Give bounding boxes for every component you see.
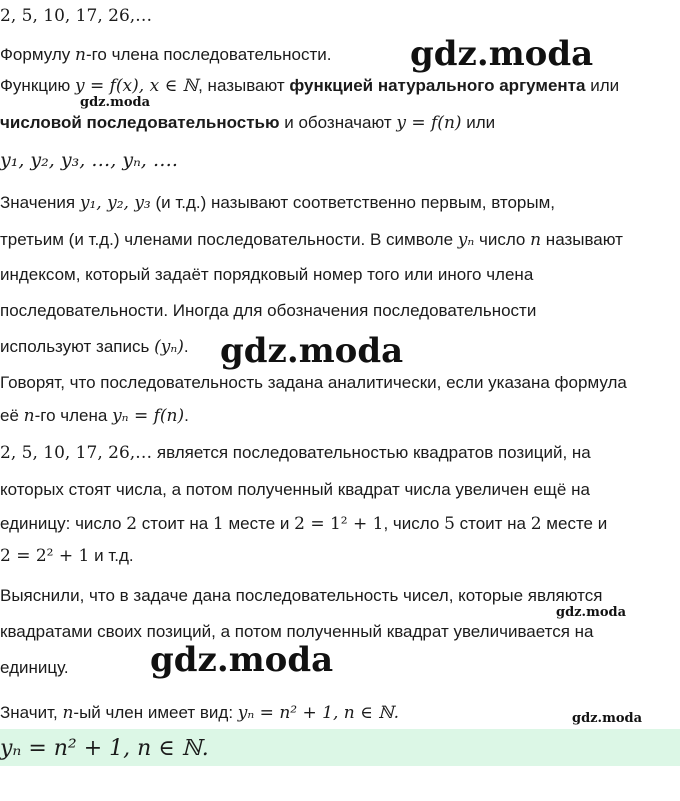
result-line xyxy=(0,703,399,723)
math-terms: y₁, y₂, y₃ xyxy=(79,193,151,213)
watermark-logo: gdz.moda xyxy=(572,711,643,726)
text: -ый член имеет вид: xyxy=(73,703,238,722)
text: (и т.д.) называют соответственно первым, вторым, xyxy=(150,193,556,212)
watermark-logo: gdz.moda xyxy=(80,95,151,110)
text: или xyxy=(461,113,496,132)
sequence-notation-line: y₁, y₂, y₃, …, yₙ, …. xyxy=(0,149,178,171)
text: стоит на xyxy=(454,514,531,533)
solution-line-1 xyxy=(0,443,591,463)
math-equation: 2 = 2² + 1 xyxy=(0,546,90,566)
watermark-logo: gdz.moda xyxy=(556,605,627,620)
math-formula: yₙ = f(n) xyxy=(112,406,185,426)
text: единицу: число xyxy=(0,514,127,533)
watermark-logo: gdz.moda xyxy=(150,640,334,680)
text: Значит, xyxy=(0,703,63,722)
bold-term: функцией натурального аргумента xyxy=(289,76,586,95)
math-n: n xyxy=(23,406,35,426)
watermark-logo: gdz.moda xyxy=(220,331,404,371)
watermark-logo: gdz.moda xyxy=(410,34,594,74)
text: или xyxy=(585,76,620,95)
math-number: 2 xyxy=(126,514,138,534)
math-function: y = f(x), x ∈ ℕ xyxy=(74,76,199,96)
analytic-line-2 xyxy=(0,406,189,426)
conclusion-line-1: Выяснили, что в задаче дана последовательность чисел, которые являются xyxy=(0,586,603,605)
text: месте и xyxy=(541,514,608,533)
paragraph-line-5 xyxy=(0,337,189,357)
math-n: n xyxy=(74,45,86,65)
sequence-line: 2, 5, 10, 17, 26,… xyxy=(0,6,153,26)
definition-line-1 xyxy=(0,76,619,96)
text: Формулу xyxy=(0,45,75,64)
text: , число xyxy=(383,514,445,533)
text: является последовательностью квадратов позиций, на xyxy=(152,443,591,462)
math-yn: (yₙ) xyxy=(154,337,184,357)
analytic-line-1: Говорят, что последовательность задана аналитически, если указана формула xyxy=(0,373,627,392)
paragraph-line-2 xyxy=(0,230,623,250)
math-yn: yₙ xyxy=(457,230,475,250)
math-function: y = f(n) xyxy=(396,113,462,133)
text: Функцию xyxy=(0,76,75,95)
definition-line-2 xyxy=(0,113,495,133)
text: используют запись xyxy=(0,337,155,356)
text: число xyxy=(474,230,531,249)
text: -го члена последовательности. xyxy=(85,45,332,64)
bold-term: числовой последовательностью xyxy=(0,113,280,132)
text: и т.д. xyxy=(89,546,134,565)
paragraph-line-1 xyxy=(0,193,555,213)
paragraph-line-3: индексом, который задаёт порядковый номер того или иного члена xyxy=(0,265,534,284)
text: её xyxy=(0,406,24,425)
math-number: 2 xyxy=(530,514,542,534)
math-number: 5 xyxy=(444,514,455,534)
math-n: n xyxy=(62,703,74,723)
math-sequence: 2, 5, 10, 17, 26,… xyxy=(0,443,153,463)
math-number: 1 xyxy=(212,514,224,534)
text: называют xyxy=(541,230,623,249)
math-equation: 2 = 1² + 1 xyxy=(294,514,384,534)
math-n: n xyxy=(530,230,542,250)
solution-line-3 xyxy=(0,514,607,534)
answer-formula: yₙ = n² + 1, n ∈ ℕ. xyxy=(0,736,209,761)
text: третьим (и т.д.) членами последовательности. В символе xyxy=(0,230,458,249)
paragraph-line-4: последовательности. Иногда для обозначения последовательности xyxy=(0,301,537,320)
text: и обозначают xyxy=(279,113,397,132)
solution-line-4 xyxy=(0,546,134,566)
text: стоит на xyxy=(137,514,213,533)
math-formula: yₙ = n² + 1, n ∈ ℕ. xyxy=(237,703,400,723)
solution-line-2: которых стоят числа, а потом полученный квадрат числа увеличен ещё на xyxy=(0,480,590,499)
text: . xyxy=(184,406,189,425)
conclusion-line-3: единицу. xyxy=(0,658,69,677)
conclusion-line-2: квадратами своих позиций, а потом полученный квадрат увеличивается на xyxy=(0,622,594,641)
formula-intro-line xyxy=(0,45,331,65)
text: -го члена xyxy=(34,406,113,425)
text: Значения xyxy=(0,193,80,212)
text: . xyxy=(183,337,189,356)
text: , называют xyxy=(198,76,290,95)
text: месте и xyxy=(223,514,295,533)
